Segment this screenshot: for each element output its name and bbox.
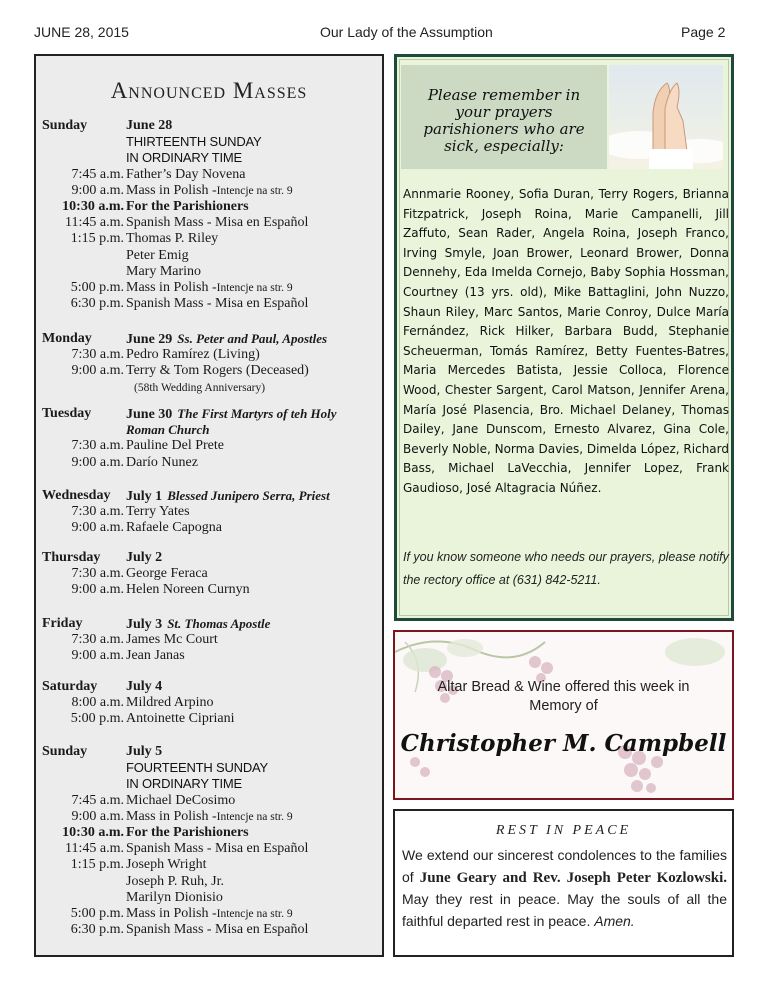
mass-time [42, 248, 124, 264]
header-page-number: Page 2 [681, 24, 726, 40]
mass-time [42, 679, 124, 695]
mass-time: 7:30 a.m. [71, 632, 124, 648]
day-label: Monday [42, 331, 92, 346]
intention-text: Terry Yates [126, 504, 190, 520]
intention-text: Helen Noreen Curnyn [126, 582, 250, 598]
mass-time: 5:00 p.m. [70, 711, 124, 727]
mass-intention [126, 582, 381, 598]
day-label: Saturday [42, 679, 98, 694]
mass-intention [126, 520, 381, 536]
mass-intention [126, 906, 381, 922]
mass-time: 7:45 a.m. [71, 792, 124, 808]
intention-text: Pedro Ramírez (Living) [126, 347, 260, 363]
prayer-heading-line: your prayers [455, 103, 553, 121]
feast-name: The First Martyrs of teh Holy [177, 406, 337, 421]
intention-text: IN ORDINARY TIME [126, 150, 242, 166]
intention-text: Mass in Polish - [126, 808, 217, 824]
mass-intentions-column [126, 550, 381, 599]
mass-intentions-column [126, 744, 381, 938]
rip-title: REST IN PEACE [495, 823, 632, 838]
intention-note: Intencje na str. 9 [216, 184, 293, 197]
mass-time: 7:30 a.m. [71, 347, 124, 363]
rip-text-after: May they rest in peace. May the souls of all the faithful departed rest in peace. [402, 891, 727, 929]
mass-intentions-column [126, 331, 381, 396]
intention-text: For the Parishioners [126, 198, 249, 214]
intention-text: Spanish Mass - Misa en Español [126, 215, 309, 231]
header-date: JUNE 28, 2015 [34, 24, 129, 40]
mass-intentions-column [126, 679, 381, 728]
mass-time [42, 134, 124, 150]
mass-intention [126, 550, 381, 566]
rip-amen: Amen. [594, 912, 635, 929]
mass-intentions-column [126, 488, 381, 537]
mass-time [42, 118, 124, 134]
mass-intention [126, 711, 381, 727]
mass-intention [126, 841, 381, 857]
mass-time: 7:30 a.m. [71, 438, 124, 454]
feast-name: Blessed Junipero Serra, Priest [167, 488, 330, 503]
intention-text: Michael DeCosimo [126, 792, 236, 808]
prayer-heading-line: parishioners who are [423, 120, 585, 138]
mass-intention [126, 347, 381, 363]
mass-time: 9:00 a.m. [71, 808, 124, 824]
mass-time: 1:15 p.m. [70, 231, 124, 247]
mass-intention [126, 922, 381, 938]
mass-intention [126, 438, 381, 454]
intention-text: July 5 [126, 744, 163, 759]
intention-text: Spanish Mass - Misa en Español [126, 296, 309, 312]
praying-hands-image [609, 65, 723, 169]
mass-times-column [42, 406, 124, 471]
mass-intentions-column [126, 616, 381, 665]
rest-in-peace-box [393, 809, 734, 957]
altar-bread-box [393, 630, 734, 800]
rip-text-before: We extend our sincerest condolences to the families of [402, 847, 727, 885]
mass-intention [126, 296, 381, 312]
mass-intention [126, 150, 381, 166]
day-label: Sunday [42, 118, 88, 133]
intention-text: Mass in Polish - [126, 279, 217, 295]
intention-text: July 4 [126, 679, 163, 694]
intention-text: Antoinette Cipriani [126, 711, 235, 727]
mass-intention [126, 118, 381, 134]
intention-text: June 28 [126, 118, 173, 133]
mass-time: 7:30 a.m. [71, 504, 124, 520]
day-label: Wednesday [42, 488, 111, 503]
intention-text: THIRTEENTH SUNDAY [126, 134, 262, 150]
feast-name: Ss. Peter and Paul, Apostles [177, 331, 328, 346]
mass-intention [126, 648, 381, 664]
mass-time [42, 874, 124, 890]
altar-line-2: Memory of [529, 698, 598, 714]
mass-time: 1:15 p.m. [70, 857, 124, 873]
mass-time: 10:30 a.m. [62, 198, 124, 214]
intention-text: Mary Marino [126, 263, 202, 279]
intention-text: FOURTEENTH SUNDAY [126, 760, 269, 776]
mass-times-column [42, 616, 124, 665]
mass-time: 6:30 p.m. [70, 922, 124, 938]
intention-text: Mildred Arpino [126, 695, 214, 711]
mass-intention [126, 890, 381, 906]
mass-times-column [42, 488, 124, 537]
intention-text: George Feraca [126, 566, 208, 582]
mass-intentions-column [126, 406, 381, 471]
mass-intention [126, 793, 381, 809]
prayer-notify-note: If you know someone who needs our prayers, please notify the rectory office at (631) 842-5211. [403, 550, 729, 587]
rip-body [402, 845, 727, 932]
mass-intention [126, 776, 381, 792]
mass-time [42, 890, 124, 906]
intention-text: James Mc Court [126, 632, 218, 648]
mass-intention [126, 380, 381, 396]
intention-text: Terry & Tom Rogers (Deceased) [126, 363, 309, 379]
intention-text: July 2 [126, 550, 163, 565]
mass-intention [126, 183, 381, 199]
mass-time: 9:00 a.m. [71, 582, 124, 598]
mass-intention [126, 809, 381, 825]
day-label: Friday [42, 616, 83, 631]
prayer-names-list: Annmarie Rooney, Sofia Duran, Terry Rogers, Brianna Fitzpatrick, Joseph Roina, Marie Campanelli, Jill Zaffuto, Sean Rader, Angela Roina, Joseph Franco, Irving Smyle, Joan Brower, Leonard Brower, Donna Dennehy, Eda Imelda Cornejo, Baby Sophia Hossman, Courtney (13 yrs. old), Mike Battaglini, John Nuzzo, Shaun Riley, Marc Santos, Marie Conroy, Dulce María Fernández, Rick Hilker, Barbara Budd, Stephanie Scheuerman, Tomás Ramírez, Betty Fuentes-Batres, Maria Mercedes Batista, Jessie Colloca, Florence Wood, Chester Sargent, Carol Matson, Jennifer Arena, María José Plasencia, Bro. Michael Delaney, Thomas Dailey, Jane Dunscom, Ernesto Alvarez, Gina Cole, Beverly Noble, Norma Davies, Dimelda López, Richard Bass, Michael LaVecchia, Jennifer Lopez, Frank Gaudioso, José Altagracia Núñez. [403, 187, 729, 495]
intention-text: Joseph P. Ruh, Jr. [126, 873, 225, 889]
mass-time [42, 150, 124, 166]
mass-time [42, 264, 124, 280]
prayer-heading-line: sick, especially: [444, 137, 564, 155]
intention-text: Jean Janas [126, 648, 185, 664]
mass-times-column [42, 679, 124, 728]
mass-time: 9:00 a.m. [71, 454, 124, 470]
mass-intention [126, 695, 381, 711]
mass-intention [126, 857, 381, 873]
intention-text: (58th Wedding Anniversary) [134, 381, 266, 394]
intention-text: Mass in Polish - [126, 905, 217, 921]
mass-times-column [42, 550, 124, 599]
mass-intentions-column [126, 118, 381, 312]
mass-time: 9:00 a.m. [71, 363, 124, 379]
mass-intention [126, 616, 381, 632]
mass-time: 6:30 p.m. [70, 296, 124, 312]
mass-time: 9:00 a.m. [71, 648, 124, 664]
mass-time [42, 616, 124, 632]
intention-text: Marilyn Dionisio [126, 889, 223, 905]
mass-time [42, 744, 124, 760]
mass-intention [126, 264, 381, 280]
mass-intention [126, 455, 381, 471]
mass-times-column [42, 118, 124, 312]
intention-text: Peter Emig [126, 247, 189, 263]
prayer-heading-panel [401, 65, 607, 169]
mass-time [42, 488, 124, 504]
prayer-list-box [394, 54, 734, 621]
intention-text: Rafaele Capogna [126, 520, 223, 536]
mass-time: 5:00 p.m. [70, 279, 124, 295]
mass-time: 11:45 a.m. [65, 841, 124, 857]
mass-times-column [42, 331, 124, 396]
intention-text: Pauline Del Prete [126, 438, 224, 454]
intention-note: Intencje na str. 9 [216, 281, 293, 294]
mass-intention [126, 167, 381, 183]
mass-times-column [42, 744, 124, 938]
day-label: Thursday [42, 550, 101, 565]
mass-time [42, 406, 124, 422]
mass-time: 8:00 a.m. [71, 695, 124, 711]
intention-text: IN ORDINARY TIME [126, 776, 242, 792]
rip-deceased-names: June Geary and Rev. Joseph Peter Kozlowski. [419, 869, 727, 886]
mass-intention [126, 504, 381, 520]
mass-intention [126, 488, 381, 504]
intention-text: Mass in Polish - [126, 182, 217, 198]
mass-intention [126, 331, 381, 347]
intention-text: July 1 [126, 489, 163, 504]
mass-intention [126, 215, 381, 231]
intention-text: Joseph Wright [126, 857, 207, 873]
mass-intention [126, 363, 381, 379]
mass-time [42, 550, 124, 566]
mass-intention [126, 231, 381, 247]
intention-note: Intencje na str. 9 [216, 810, 293, 823]
feast-name: Roman Church [126, 422, 210, 438]
mass-time: 7:45 a.m. [71, 166, 124, 182]
mass-intention [126, 744, 381, 760]
memorial-name: Christopher M. Campbell [400, 730, 727, 757]
mass-intention [126, 679, 381, 695]
altar-bread-text [395, 678, 732, 716]
mass-intention [126, 874, 381, 890]
masses-title: Announced Masses [110, 78, 308, 103]
mass-intention [126, 248, 381, 264]
mass-intention [126, 422, 381, 438]
mass-time [42, 380, 124, 396]
mass-time: 9:00 a.m. [71, 182, 124, 198]
intention-text: July 3 [126, 617, 163, 632]
feast-name: St. Thomas Apostle [167, 616, 271, 631]
mass-time: 11:45 a.m. [65, 215, 124, 231]
mass-time [42, 760, 124, 776]
mass-time: 5:00 p.m. [70, 905, 124, 921]
day-label: Tuesday [42, 406, 92, 421]
intention-text: Darío Nunez [126, 454, 198, 470]
mass-intention [126, 199, 381, 215]
day-label: Sunday [42, 744, 88, 759]
mass-intention [126, 280, 381, 296]
mass-intention [126, 825, 381, 841]
mass-time [42, 331, 124, 347]
intention-text: Spanish Mass - Misa en Español [126, 841, 309, 857]
intention-text: Spanish Mass - Misa en Español [126, 922, 309, 938]
mass-time: 9:00 a.m. [71, 520, 124, 536]
mass-intention [126, 760, 381, 776]
announced-masses-box [34, 54, 384, 957]
mass-time: 7:30 a.m. [71, 566, 124, 582]
intention-text: For the Parishioners [126, 824, 249, 840]
mass-time: 10:30 a.m. [62, 824, 124, 840]
mass-time [42, 776, 124, 792]
intention-text: Father’s Day Novena [126, 166, 246, 182]
mass-time [42, 422, 124, 438]
mass-intention [126, 406, 381, 422]
altar-line-1: Altar Bread & Wine offered this week in [437, 679, 690, 695]
intention-text: June 30 [126, 407, 173, 422]
mass-intention [126, 632, 381, 648]
mass-intention [126, 566, 381, 582]
prayer-heading-line: Please remember in [427, 86, 581, 104]
mass-intention [126, 134, 381, 150]
intention-text: Thomas P. Riley [126, 231, 219, 247]
intention-note: Intencje na str. 9 [216, 907, 293, 920]
header-parish-name: Our Lady of the Assumption [320, 24, 493, 40]
intention-text: June 29 [126, 332, 173, 347]
prayer-heading [401, 87, 607, 155]
